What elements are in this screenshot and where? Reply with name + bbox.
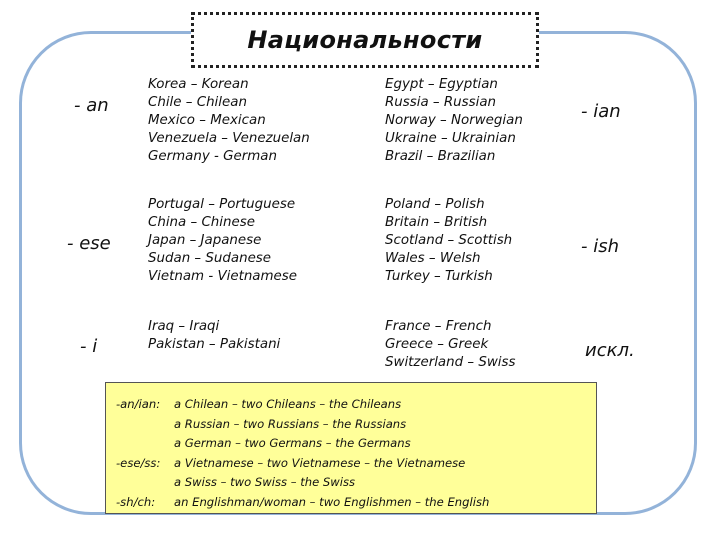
list-item: Turkey – Turkish	[385, 269, 493, 284]
list-item: Pakistan – Pakistani	[148, 337, 281, 352]
list-item: Brazil – Brazilian	[385, 149, 496, 164]
page-title: Национальности	[247, 26, 483, 54]
suffix-an: - an	[74, 95, 109, 116]
group-ish	[385, 196, 512, 286]
note-row	[116, 415, 596, 435]
group-ian	[385, 76, 523, 166]
note-row	[116, 434, 596, 454]
list-item: Germany - German	[148, 149, 277, 164]
list-item: Wales – Welsh	[385, 251, 481, 266]
note-label	[116, 473, 174, 493]
list-item: Iraq – Iraqi	[148, 319, 220, 334]
note-label: -an/ian:	[116, 397, 161, 411]
list-item: Portugal – Portuguese	[148, 197, 296, 212]
suffix-i: - i	[80, 336, 98, 357]
note-text: a Vietnamese – two Vietnamese – the Vietnamese	[174, 455, 466, 470]
list-item: Poland – Polish	[385, 197, 485, 212]
title-box	[191, 12, 539, 68]
list-item: Switzerland – Swiss	[385, 355, 516, 370]
note-label	[116, 434, 174, 454]
note-row	[116, 493, 596, 513]
list-item: Vietnam - Vietnamese	[148, 269, 298, 284]
list-item: Japan – Japanese	[148, 233, 262, 248]
list-item: Egypt – Egyptian	[385, 77, 498, 92]
note-text: a Russian – two Russians – the Russians	[174, 416, 407, 431]
note-row	[116, 473, 596, 493]
list-item: France – French	[385, 319, 492, 334]
group-i	[148, 318, 280, 354]
list-item: Greece – Greek	[385, 337, 489, 352]
group-exceptions	[385, 318, 515, 372]
note-text: a Swiss – two Swiss – the Swiss	[174, 475, 356, 490]
plural-note-box	[105, 382, 597, 514]
note-text: a Chilean – two Chileans – the Chileans	[174, 397, 402, 411]
suffix-ese: - ese	[67, 233, 111, 254]
list-item: Britain – British	[385, 215, 488, 230]
note-text: an Englishman/woman – two Englishmen – the English	[174, 494, 490, 509]
note-row	[116, 454, 596, 474]
list-item: Korea – Korean	[148, 77, 249, 92]
list-item: Chile – Chilean	[148, 95, 247, 110]
list-item: Mexico – Mexican	[148, 113, 266, 128]
note-label: -sh/ch:	[116, 494, 156, 509]
list-item: Venezuela – Venezuelan	[148, 131, 310, 146]
group-ese	[148, 196, 297, 286]
suffix-exceptions: искл.	[585, 340, 635, 361]
list-item: Sudan – Sudanese	[148, 251, 272, 266]
note-label	[116, 415, 174, 435]
list-item: Ukraine – Ukrainian	[385, 131, 516, 146]
suffix-ian: - ian	[581, 101, 621, 122]
list-item: Norway – Norwegian	[385, 113, 523, 128]
list-item: China – Chinese	[148, 215, 255, 230]
suffix-ish: - ish	[581, 236, 620, 257]
note-label: -ese/ss:	[116, 455, 161, 470]
list-item: Russia – Russian	[385, 95, 497, 110]
list-item: Scotland – Scottish	[385, 233, 513, 248]
note-row	[116, 395, 596, 415]
note-text: a German – two Germans – the Germans	[174, 436, 411, 451]
group-an	[148, 76, 310, 166]
